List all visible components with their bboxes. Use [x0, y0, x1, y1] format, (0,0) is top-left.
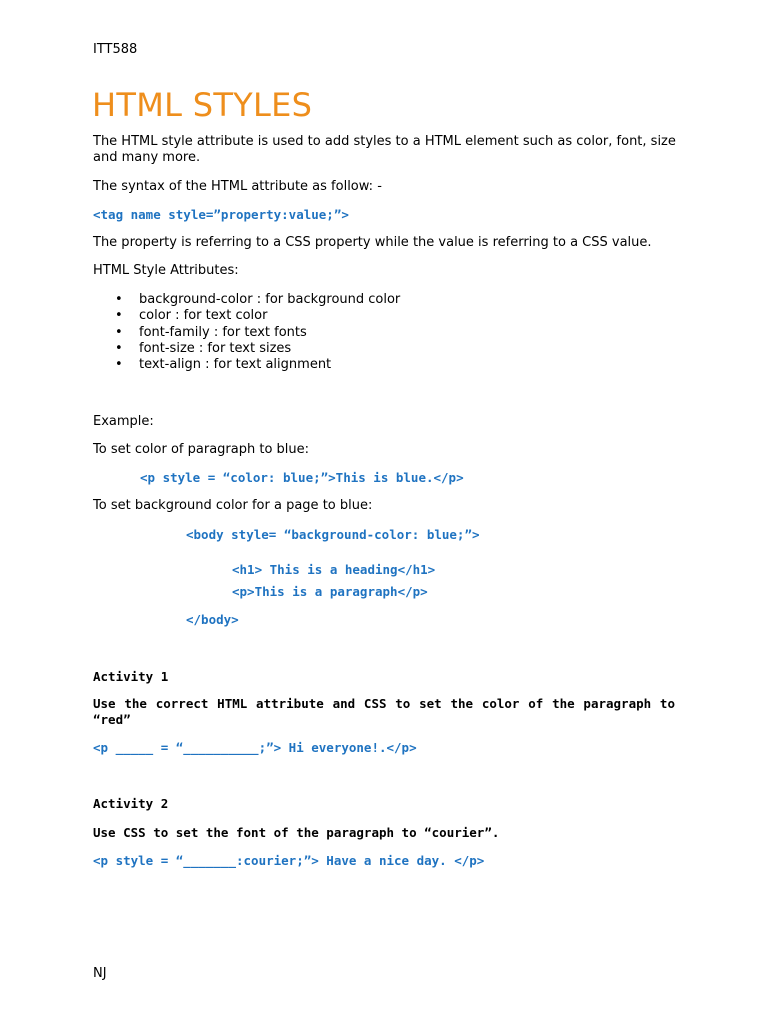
- example2-text: To set background color for a page to blue:: [93, 498, 373, 513]
- list-item-label: font-family : for text fonts: [139, 324, 307, 340]
- example-heading: Example:: [93, 414, 154, 429]
- activity1-heading: Activity 1: [93, 669, 169, 684]
- list-item: [93, 325, 400, 341]
- list-item: [93, 308, 400, 324]
- list-item-label: font-size : for text sizes: [139, 340, 292, 356]
- intro-paragraph: The HTML style attribute is used to add styles to a HTML element such as color, font, size and many more.: [93, 134, 676, 165]
- page-title: HTML STYLES: [92, 86, 313, 124]
- syntax-code: <tag name style=”property:value;”>: [93, 207, 349, 222]
- page-footer: NJ: [93, 966, 107, 981]
- bullet-icon: •: [115, 357, 123, 373]
- list-item: [93, 357, 400, 373]
- example1-code: <p style = “color: blue;”>This is blue.</p>: [140, 470, 464, 485]
- attributes-heading: HTML Style Attributes:: [93, 263, 239, 278]
- bullet-icon: •: [115, 292, 123, 307]
- activity1-instruction: Use the correct HTML attribute and CSS to set the color of the paragraph to “red”: [93, 696, 675, 727]
- list-item: [93, 341, 400, 357]
- activity2-heading: Activity 2: [93, 796, 169, 811]
- attributes-list: [93, 292, 400, 373]
- list-item: [93, 292, 400, 308]
- syntax-intro: The syntax of the HTML attribute as follow: -: [93, 179, 382, 194]
- list-item-label: background-color : for background color: [139, 292, 401, 307]
- example2-code-line: <p>This is a paragraph</p>: [232, 584, 428, 599]
- page-header: ITT588: [93, 42, 138, 57]
- list-item-label: text-align : for text alignment: [139, 357, 332, 373]
- list-item-label: color : for text color: [139, 308, 268, 324]
- bullet-icon: •: [115, 324, 123, 340]
- activity1-code: <p _____ = “__________;”> Hi everyone!.</p>: [93, 740, 417, 755]
- bullet-icon: •: [115, 308, 123, 324]
- activity2-code: <p style = “_______:courier;”> Have a nice day. </p>: [93, 853, 485, 868]
- example2-code-line: <h1> This is a heading</h1>: [232, 562, 436, 577]
- bullet-icon: •: [115, 340, 123, 356]
- example2-code-line: <body style= “background-color: blue;”>: [186, 527, 480, 542]
- example2-code-line: </body>: [186, 612, 239, 627]
- property-paragraph: The property is referring to a CSS property while the value is referring to a CSS value.: [93, 235, 652, 250]
- activity2-instruction: Use CSS to set the font of the paragraph to “courier”.: [93, 825, 500, 840]
- example1-text: To set color of paragraph to blue:: [93, 442, 310, 457]
